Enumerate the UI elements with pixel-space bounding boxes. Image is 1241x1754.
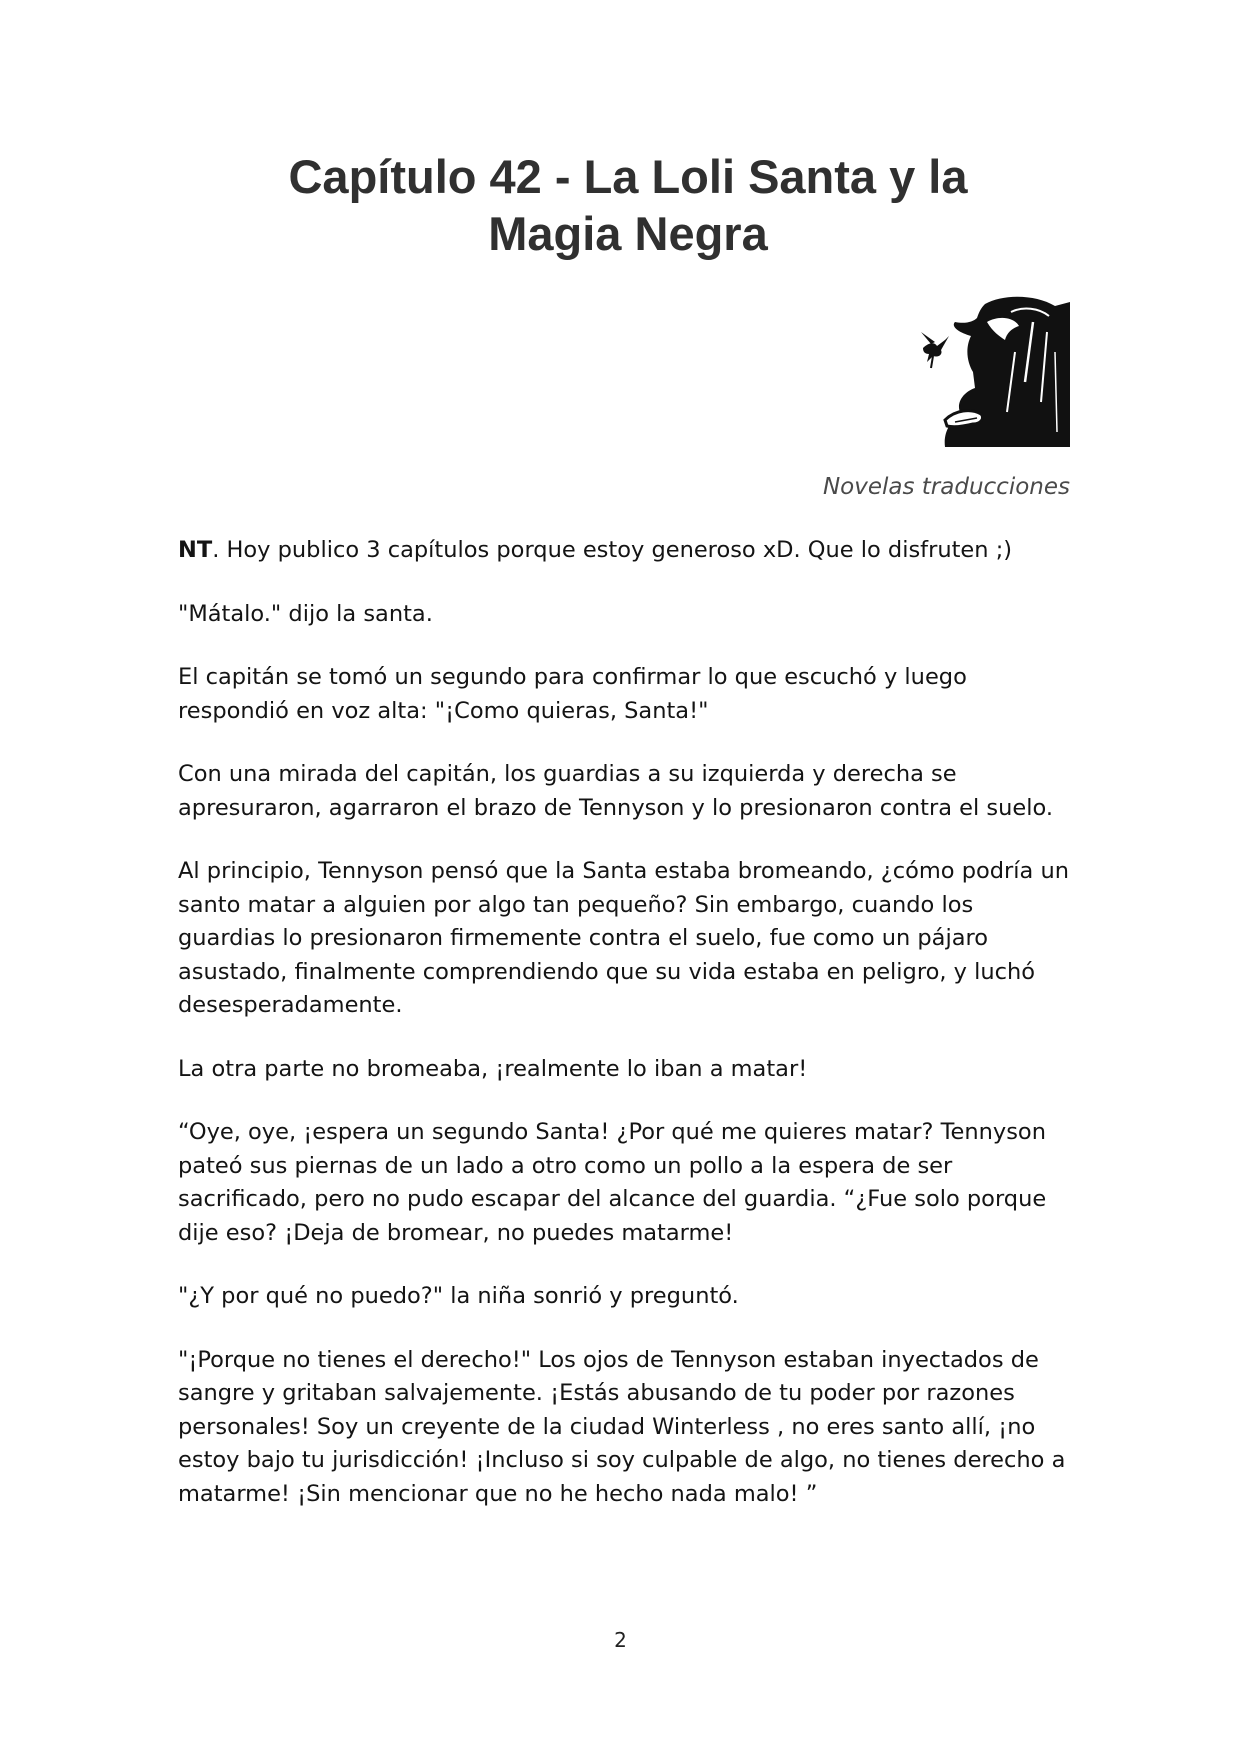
paragraph: Con una mirada del capitán, los guardias a su izquierda y derecha se apresuraron, agarraron el brazo de Tennyson y lo presionaron contra el suelo. [178, 761, 1054, 821]
translator-note-label: NT [178, 537, 213, 563]
chapter-title-line-2: Magia Negra [488, 207, 768, 260]
paragraph: Al principio, Tennyson pensó que la Santa estaba bromeando, ¿cómo podría un santo matar a alguien por algo tan pequeño? Sin embargo, cuando los guardias lo presionaron firmemente contra el suelo, fue como un pájaro asustado, finalmente comprendiendo que su vida estaba en peligro, y luchó desesperadamente. [178, 858, 1069, 1018]
paragraph: "¿Y por qué no puedo?" la niña sonrió y preguntó. [178, 1283, 739, 1309]
paragraph: La otra parte no bromeaba, ¡realmente lo iban a matar! [178, 1055, 808, 1082]
chapter-title-line-1: Capítulo 42 - La Loli Santa y la [288, 150, 968, 203]
chapter-body [178, 534, 1070, 1541]
chapter-title [178, 148, 1078, 262]
hooded-figure-with-bird-icon [915, 292, 1070, 447]
paragraph: "Mátalo." dijo la santa. [178, 600, 433, 627]
site-caption: Novelas traducciones [822, 474, 1070, 500]
page-number: 2 [614, 1628, 627, 1652]
translator-note [178, 534, 1070, 568]
translator-note-text: . Hoy publico 3 capítulos porque estoy generoso xD. Que lo disfruten ;) [212, 537, 1013, 563]
paragraph: El capitán se tomó un segundo para confirmar lo que escuchó y luego respondió en voz alta: "¡Como quieras, Santa!" [178, 664, 967, 724]
paragraph: “Oye, oye, ¡espera un segundo Santa! ¿Por qué me quieres matar? Tennyson pateó sus piernas de un lado a otro como un pollo a la espera de ser sacrificado, pero no pudo escapar del alcance del guardia. “¿Fue solo porque dije eso? ¡Deja de bromear, no puedes matarme! [178, 1119, 1047, 1246]
paragraph: "¡Porque no tienes el derecho!" Los ojos de Tennyson estaban inyectados de sangre y gritaban salvajemente. ¡Estás abusando de tu poder por razones personales! Soy un creyente de la ciudad Winterless , no eres santo allí, ¡no estoy bajo tu jurisdicción! ¡Incluso si soy culpable de algo, no tienes derecho a matarme! ¡Sin mencionar que no he hecho nada malo! ” [178, 1346, 1066, 1507]
